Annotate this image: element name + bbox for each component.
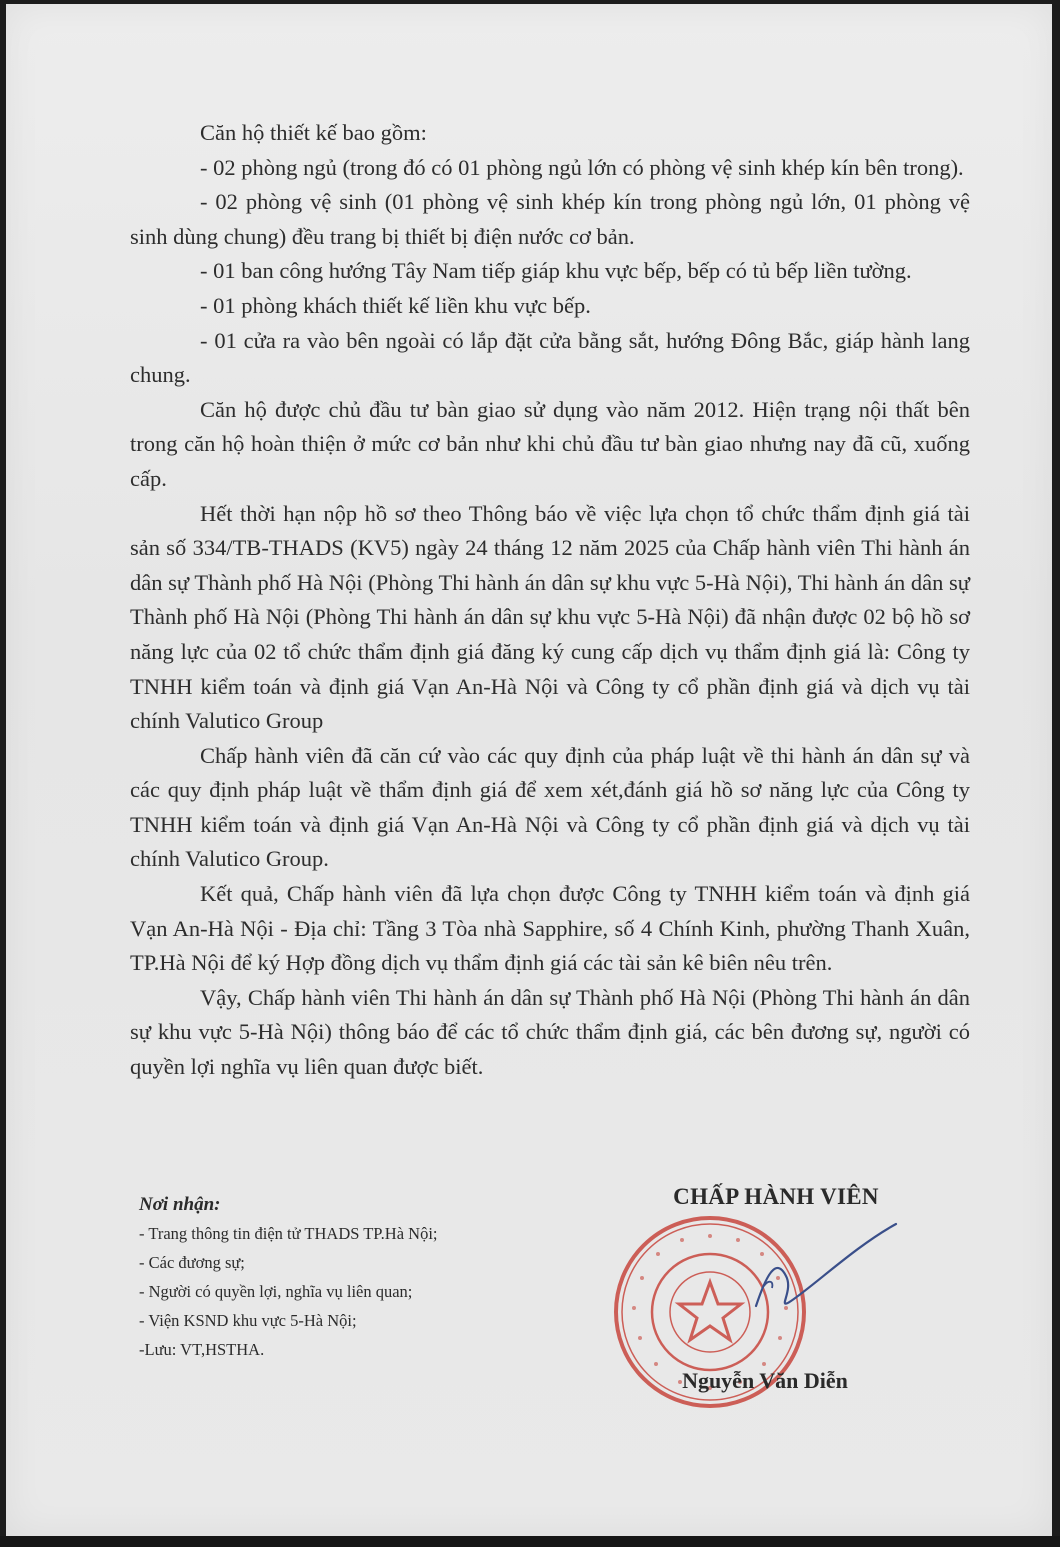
recipient-item: -Lưu: VT,HSTHA. [139, 1340, 265, 1359]
recipients-block [139, 1190, 599, 1364]
paragraph-result: Kết quả, Chấp hành viên đã lựa chọn được Công ty TNHH kiểm toán và định giá Vạn An-Hà Nội - Địa chỉ: Tầng 3 Tòa nhà Sapphire, số 4 Chính Kinh, phường Thanh Xuân, TP.Hà Nội để ký Hợp đồng dịch vụ thẩm định giá các tài sản kê biên nêu trên. [130, 881, 970, 976]
paragraph-balcony: - 01 ban công hướng Tây Nam tiếp giáp khu vực bếp, bếp có tủ bếp liền tường. [200, 258, 912, 284]
document-page [6, 4, 1052, 1536]
paragraph-handover: Căn hộ được chủ đầu tư bàn giao sử dụng vào năm 2012. Hiện trạng nội thất bên trong căn hộ hoàn thiện ở mức cơ bản như khi chủ đầu tư bàn giao nhưng nay đã cũ, xuống cấp. [130, 396, 970, 491]
recipient-item: - Viện KSND khu vực 5-Hà Nội; [139, 1311, 357, 1330]
paragraph-review: Chấp hành viên đã căn cứ vào các quy định của pháp luật về thi hành án dân sự và các quy định pháp luật về thẩm định giá để xem xét,đánh giá hồ sơ năng lực của Công ty TNHH kiểm toán và định giá Vạn An-Hà Nội và Công ty cổ phần định giá và dịch vụ tài chính Valutico Group. [130, 742, 970, 872]
signer-name: Nguyễn Văn Diễn [682, 1368, 848, 1393]
paragraph-living-room: - 01 phòng khách thiết kế liền khu vực bếp. [200, 292, 591, 318]
recipients-heading: Nơi nhận: [139, 1194, 221, 1215]
handwritten-signature-icon [746, 1216, 906, 1326]
signer-title: CHẤP HÀNH VIÊN [673, 1184, 879, 1209]
paragraph-conclusion: Vậy, Chấp hành viên Thi hành án dân sự Thành phố Hà Nội (Phòng Thi hành án dân sự khu vực 5-Hà Nội) thông báo để các tổ chức thẩm định giá, các bên đương sự, người có quyền lợi nghĩa vụ liên quan được biết. [130, 984, 970, 1080]
document-body [130, 116, 970, 1085]
recipient-item: - Trang thông tin điện tử THADS TP.Hà Nội; [139, 1224, 438, 1243]
recipient-item: - Các đương sự; [139, 1253, 245, 1272]
recipient-item: - Người có quyền lợi, nghĩa vụ liên quan; [139, 1282, 413, 1301]
paragraph-intro: Căn hộ thiết kế bao gồm: [200, 120, 427, 145]
paragraph-deadline: Hết thời hạn nộp hồ sơ theo Thông báo về việc lựa chọn tổ chức thẩm định giá tài sản số 334/TB-THADS (KV5) ngày 24 tháng 12 năm 2025 của Chấp hành viên Thi hành án dân sự Thành phố Hà Nội (Phòng Thi hành án dân sự khu vực 5-Hà Nội), Thi hành án dân sự Thành phố Hà Nội (Phòng Thi hành án dân sự khu vực 5-Hà Nội) đã nhận được 02 bộ hồ sơ năng lực của 02 tổ chức thẩm định giá đăng ký cung cấp dịch vụ thẩm định giá là: Công ty TNHH kiểm toán và định giá Vạn An-Hà Nội và Công ty cổ phần định giá và dịch vụ tài chính Valutico Group [130, 500, 970, 734]
photo-edge [0, 1536, 1060, 1547]
paragraph-bedrooms: - 02 phòng ngủ (trong đó có 01 phòng ngủ lớn có phòng vệ sinh khép kín bên trong). [200, 154, 964, 180]
paragraph-bathrooms: - 02 phòng vệ sinh (01 phòng vệ sinh khép kín trong phòng ngủ lớn, 01 phòng vệ sinh dùng chung) đều trang bị thiết bị điện nước cơ bản. [130, 189, 970, 249]
paragraph-entrance: - 01 cửa ra vào bên ngoài có lắp đặt cửa bằng sắt, hướng Đông Bắc, giáp hành lang chung. [130, 327, 970, 388]
